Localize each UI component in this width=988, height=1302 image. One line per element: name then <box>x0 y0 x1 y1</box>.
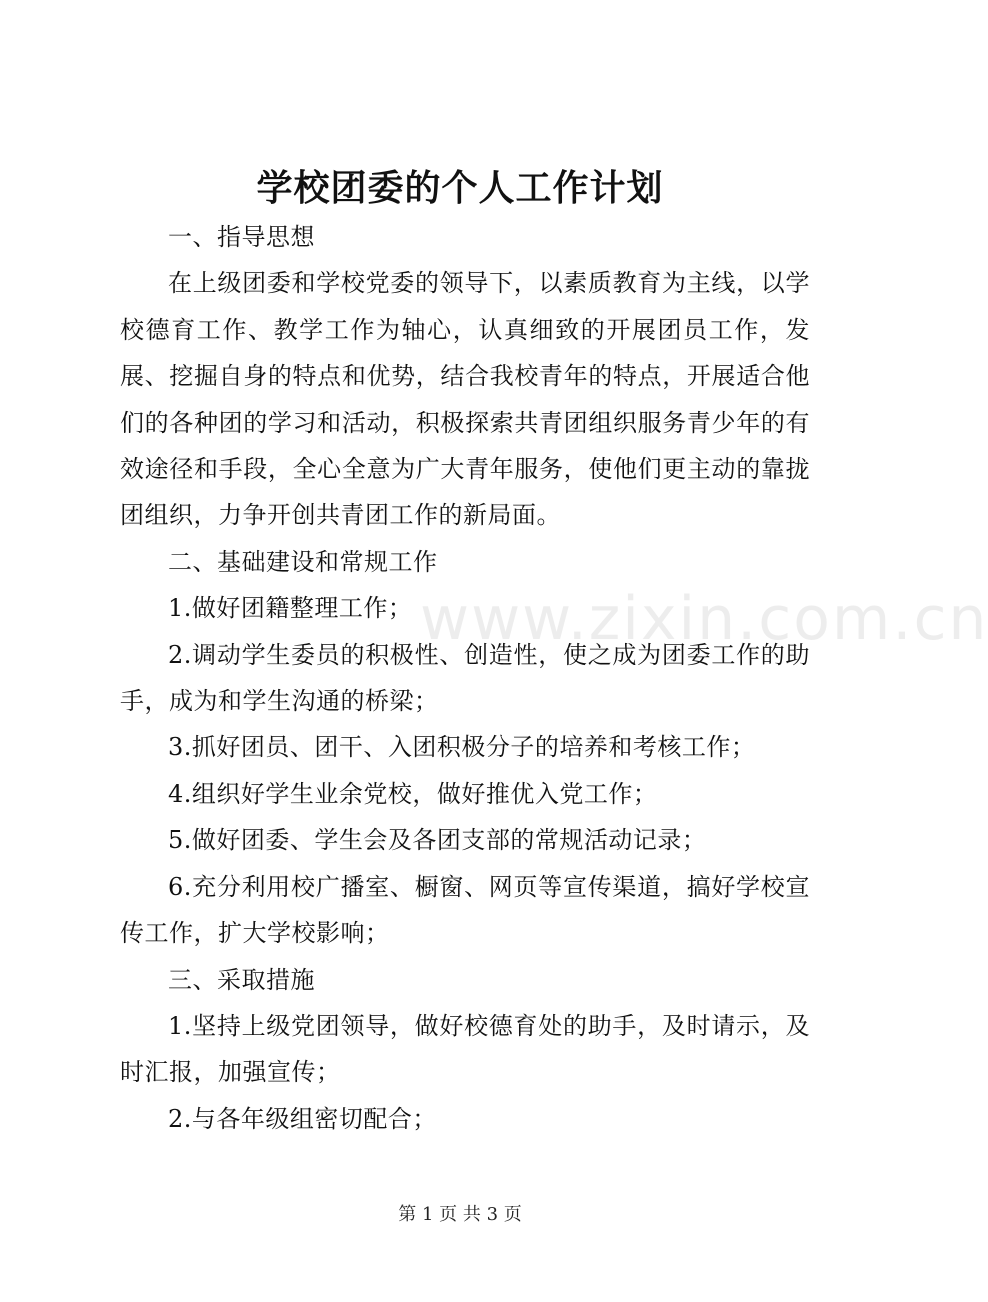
list-item: 5.做好团委、学生会及各团支部的常规活动记录； <box>168 826 707 855</box>
document-title: 学校团委的个人工作计划 <box>256 167 664 209</box>
list-item: 1.坚持上级党团领导，做好校德育处的助手，及时请示，及时汇报，加强宣传； <box>120 1011 810 1087</box>
watermark: www.zixin.com.cn <box>420 584 988 654</box>
list-item: 6.充分利用校广播室、橱窗、网页等宣传渠道，搞好学校宣传工作，扩大学校影响； <box>120 872 810 948</box>
section-heading-guiding-ideology: 一、指导思想 <box>168 223 315 251</box>
document-body <box>120 214 810 1142</box>
list-item: 2.调动学生委员的积极性、创造性，使之成为团委工作的助手，成为和学生沟通的桥梁； <box>120 640 810 716</box>
section-heading-measures: 三、采取措施 <box>168 965 315 994</box>
list-item: 1.做好团籍整理工作； <box>168 594 413 623</box>
list-item: 4.组织好学生业余党校，做好推优入党工作； <box>168 779 658 808</box>
paragraph-guiding-ideology: 在上级团委和学校党委的领导下，以素质教育为主线，以学校德育工作、教学工作为轴心，认真细致的开展团员工作，发展、挖掘自身的特点和优势，结合我校青年的特点，开展适合他们的各种团的学习和活动，积极探索共青团组织服务青少年的有效途径和手段，全心全意为广大青年服务，使他们更主动的靠拢团组织，力争开创共青团工作的新局面。 <box>120 269 810 530</box>
section-heading-basic-construction: 二、基础建设和常规工作 <box>168 547 438 576</box>
list-item: 3.抓好团员、团干、入团积极分子的培养和考核工作； <box>168 733 756 762</box>
list-item: 2.与各年级组密切配合； <box>168 1104 437 1133</box>
page-footer: 第 1 页 共 3 页 <box>398 1204 522 1225</box>
